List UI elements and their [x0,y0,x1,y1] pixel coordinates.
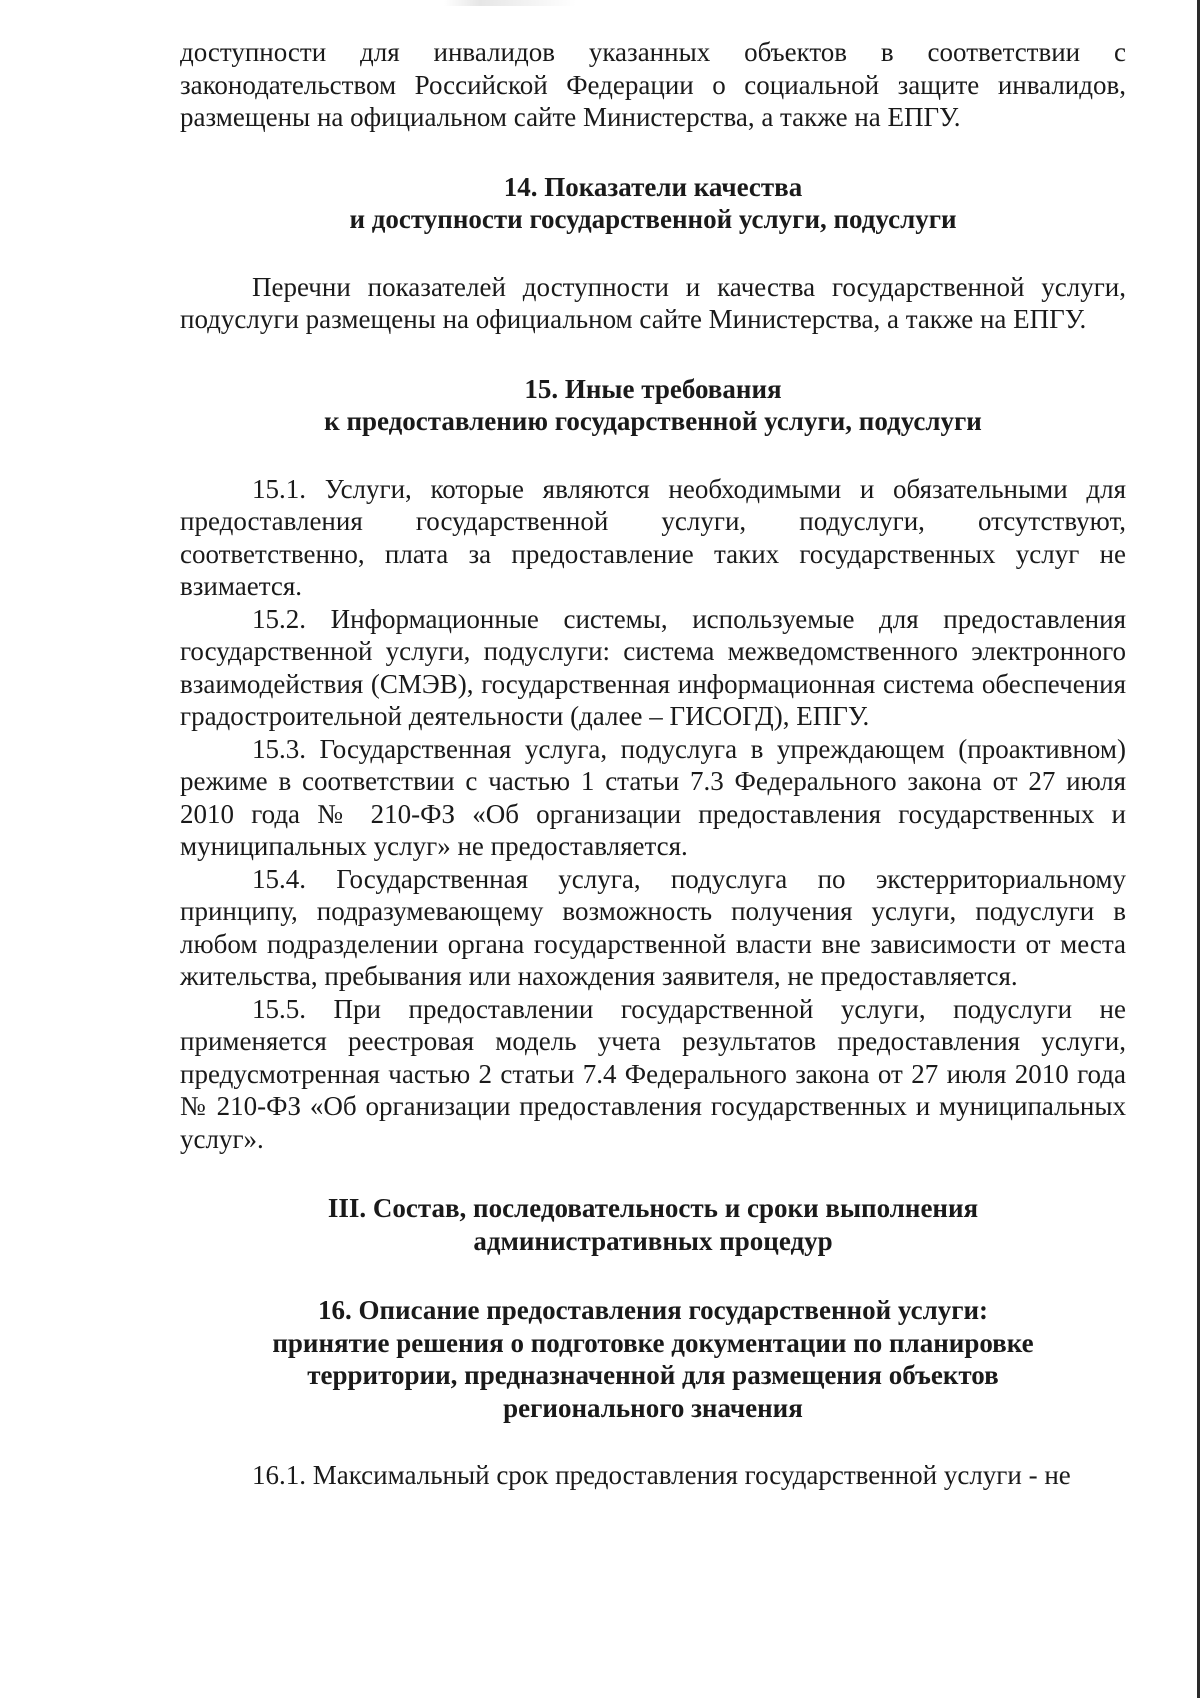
section-16-title-line1: 16. Описание предоставления государственной услуги: [317,1295,989,1325]
clause-15-5: 15.5. При предоставлении государственной услуги, подуслуги не применяется реестровая модель учета результатов предоставления услуги, предусмотренная частью 2 статьи 7.4 Федерального закона от 27 июля 2010 года № 210-ФЗ «Об организации предоставления государственных и муниципальных услуг». [180,993,1126,1154]
section-15-heading [180,373,1126,438]
section-16-title-line4: регионального значения [503,1392,803,1423]
intro-paragraph: доступности для инвалидов указанных объектов в соответствии с законодательством Российской Федерации о социальной защите инвалидов, размещены на официальном сайте Министерства, а также на ЕПГУ. [180,37,1126,132]
section-14-title-line2: и доступности государственной услуги, подуслуги [349,204,957,234]
section-15-items [180,473,1126,1156]
clause-15-2: 15.2. Информационные системы, используемые для предоставления государственной услуги, подуслуги: система межведомственного электронного взаимодействия (СМЭВ), государственная информационная система обеспечения градостроительной деятельности (далее – ГИСОГД), ЕПГУ. [180,603,1126,731]
clause-15-1: 15.1. Услуги, которые являются необходимыми и обязательными для предоставления государственной услуги, подуслуги, отсутствуют, соответственно, плата за предоставление таких государственных услуг не взимается. [180,473,1126,601]
section-14-heading [180,171,1126,236]
document-page [180,36,1126,1492]
chapter-3-title-line2: административных процедур [473,1225,833,1256]
section-16-heading [180,1294,1126,1424]
section-15-title-line2: к предоставлению государственной услуги, подуслуги [324,406,982,436]
clause-16-1: 16.1. Максимальный срок предоставления государственной услуги - не [252,1460,1071,1490]
scan-top-edge [0,0,1200,6]
section-15-title-line1: 15. Иные требования [524,373,782,404]
section-14-paragraph: Перечни показателей доступности и качества государственной услуги, подуслуги размещены на официальном сайте Министерства, а также на ЕПГУ. [180,271,1126,334]
section-16-title-line2: принятие решения о подготовке документации по планировке [272,1327,1034,1358]
section-16-title-line3: территории, предназначенной для размещения объектов [307,1360,999,1390]
section-14-title-line1: 14. Показатели качества [503,171,803,202]
chapter-3-heading [180,1192,1126,1257]
clause-15-3: 15.3. Государственная услуга, подуслуга в упреждающем (проактивном) режиме в соответствии с частью 1 статьи 7.3 Федерального закона от 27 июля 2010 года № 210-ФЗ «Об организации предоставления государственных и муниципальных услуг» не предоставляется. [180,733,1126,861]
chapter-3-title-line1: III. Состав, последовательность и сроки выполнения [327,1193,979,1223]
clause-15-4: 15.4. Государственная услуга, подуслуга по экстерриториальному принципу, подразумевающему возможность получения услуги, подуслуги в любом подразделении органа государственной власти вне зависимости от места жительства, пребывания или нахождения заявителя, не предоставляется. [180,863,1126,991]
